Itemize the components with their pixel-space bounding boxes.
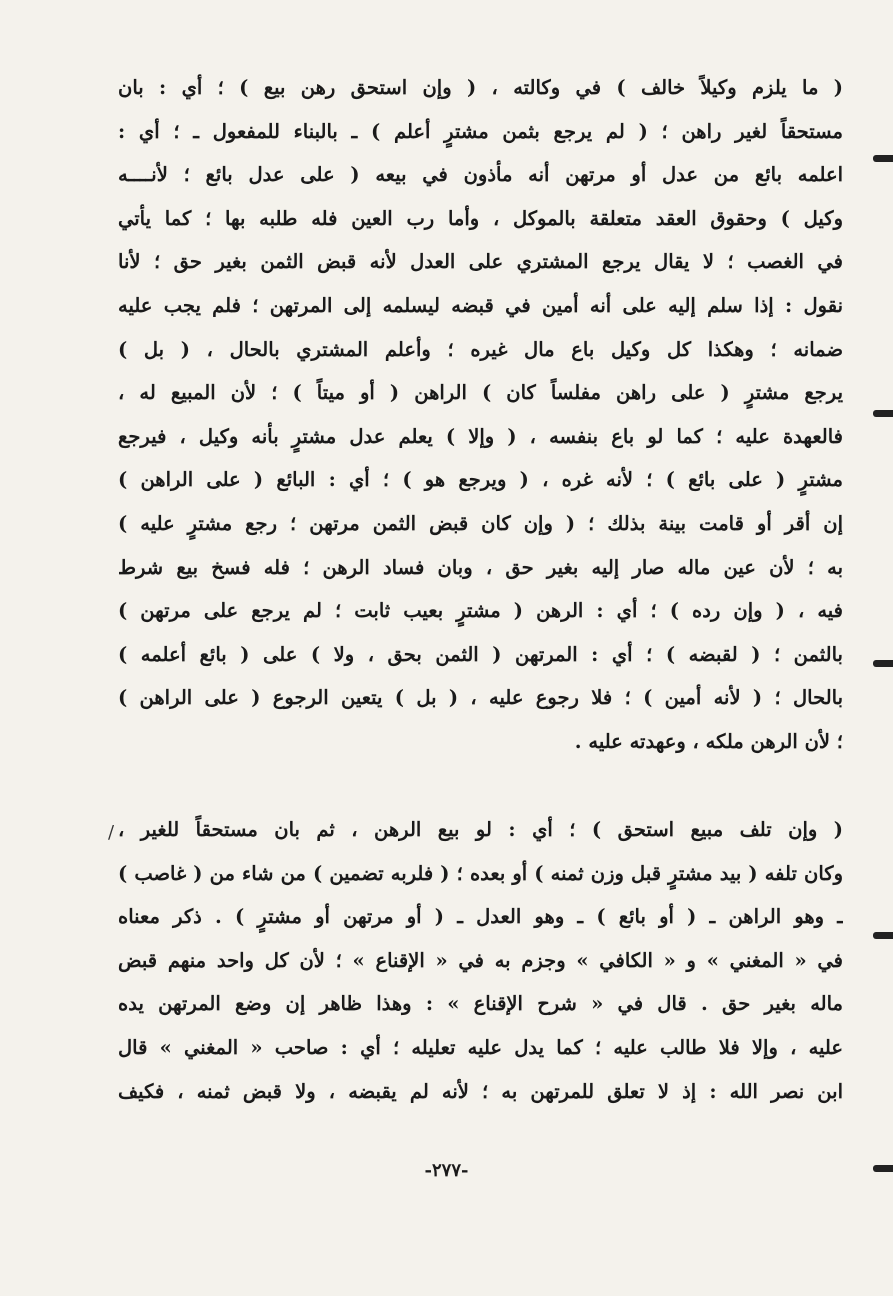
margin-tick <box>873 410 893 417</box>
text-line: بالثمن ؛ ( لقبضه ) ؛ أي : المرتهن ( الثمن بحق ، ولا ) على ( بائع أعلمه ) <box>118 642 843 666</box>
text-line: فيه ، ( وإن رده ) ؛ أي : الرهن ( مشترٍ بعيب ثابت ؛ لم يرجع على مرتهن ) <box>118 599 843 623</box>
text-line: ـ وهو الراهن ـ ( أو بائع ) ـ وهو العدل ـ ( أو مرتهن أو مشترٍ ) . ذكر معناه <box>118 905 843 929</box>
text-line: نقول : إذا سلم إليه على أنه أمين في قبضه ليسلمه إلى المرتهن ؛ فلم يجب عليه <box>118 293 843 317</box>
text-line: ابن نصر الله : إذ لا تعلق للمرتهن به ؛ لأنه لم يقبضه ، ولا قبض ثمنه ، فكيف <box>118 1079 843 1103</box>
margin-mark: / <box>108 822 115 843</box>
text-line: في الغصب ؛ لا يقال يرجع المشتري على العدل لأنه قبض الثمن بغير حق ؛ لأنا <box>118 250 843 274</box>
text-line: إن أقر أو قامت بينة بذلك ؛ ( وإن كان قبض الثمن مرتهن ؛ رجع مشترٍ عليه ) <box>118 511 843 535</box>
paragraph-second <box>118 808 843 1113</box>
text-line: مشترٍ ( على بائع ) ؛ لأنه غره ، ( ويرجع هو ) ؛ أي : البائع ( على الراهن ) <box>118 468 843 492</box>
text-line: فالعهدة عليه ؛ كما لو باع بنفسه ، ( وإلا ) يعلم عدل مشترٍ بأنه وكيل ، فيرجع <box>118 424 843 448</box>
text-line: به ؛ لأن عين ماله صار إليه بغير حق ، وبان فساد الرهن ؛ فله فسخ بيع شرط <box>118 555 843 579</box>
text-line: بالحال ؛ ( لأنه أمين ) ؛ فلا رجوع عليه ، ( بل ) يتعين الرجوع ( على الراهن ) <box>118 686 843 710</box>
text-line: ضمانه ؛ وهكذا كل وكيل باع مال غيره ؛ وأعلم المشتري بالحال ، ( بل ) <box>118 337 843 361</box>
text-line: اعلمه بائع من عدل أو مرتهن أنه مأذون في بيعه ( على عدل بائع ؛ لأنــــه <box>118 163 843 187</box>
text-line: عليه ، وإلا فلا طالب عليه ؛ كما يدل عليه تعليله ؛ أي : صاحب « المغني » قال <box>118 1035 843 1059</box>
page-number: -٢٧٧- <box>424 1160 469 1181</box>
text-line: ماله بغير حق . قال في « شرح الإقناع » : وهذا ظاهر إن وضع المرتهن يده <box>118 992 843 1016</box>
text-line: يرجع مشترٍ ( على راهن مفلساً كان ) الراهن ( أو ميتاً ) ؛ لأن المبيع له ، <box>118 381 843 405</box>
margin-tick <box>873 660 893 667</box>
paragraph-main <box>118 66 843 764</box>
text-line: ؛ لأن الرهن ملكه ، وعهدته عليه . <box>574 729 843 753</box>
margin-tick <box>873 932 893 939</box>
text-line: وكيل ) وحقوق العقد متعلقة بالموكل ، وأما رب العين فله طلبه بها ؛ كما يأتي <box>118 206 843 230</box>
text-line: ( ما يلزم وكيلاً خالف ) في وكالته ، ( وإن استحق رهن بيع ) ؛ أي : بان <box>118 76 843 99</box>
text-line: في « المغني » و « الكافي » وجزم به في « الإقناع » ؛ لأن كل واحد منهم قبض <box>118 948 843 972</box>
margin-tick <box>873 1165 893 1172</box>
margin-tick <box>873 155 893 162</box>
text-line: ( وإن تلف مبيع استحق ) ؛ أي : لو بيع الرهن ، ثم بان مستحقاً للغير ، <box>118 818 843 841</box>
text-line: مستحقاً لغير راهن ؛ ( لم يرجع بثمن مشترٍ أعلم ) ـ بالبناء للمفعول ـ ؛ أي : <box>118 119 843 143</box>
text-line: وكان تلفه ( بيد مشترٍ قبل وزن ثمنه ) أو بعده ؛ ( فلربه تضمين ) من شاء من ( غاصب ) <box>118 861 843 885</box>
